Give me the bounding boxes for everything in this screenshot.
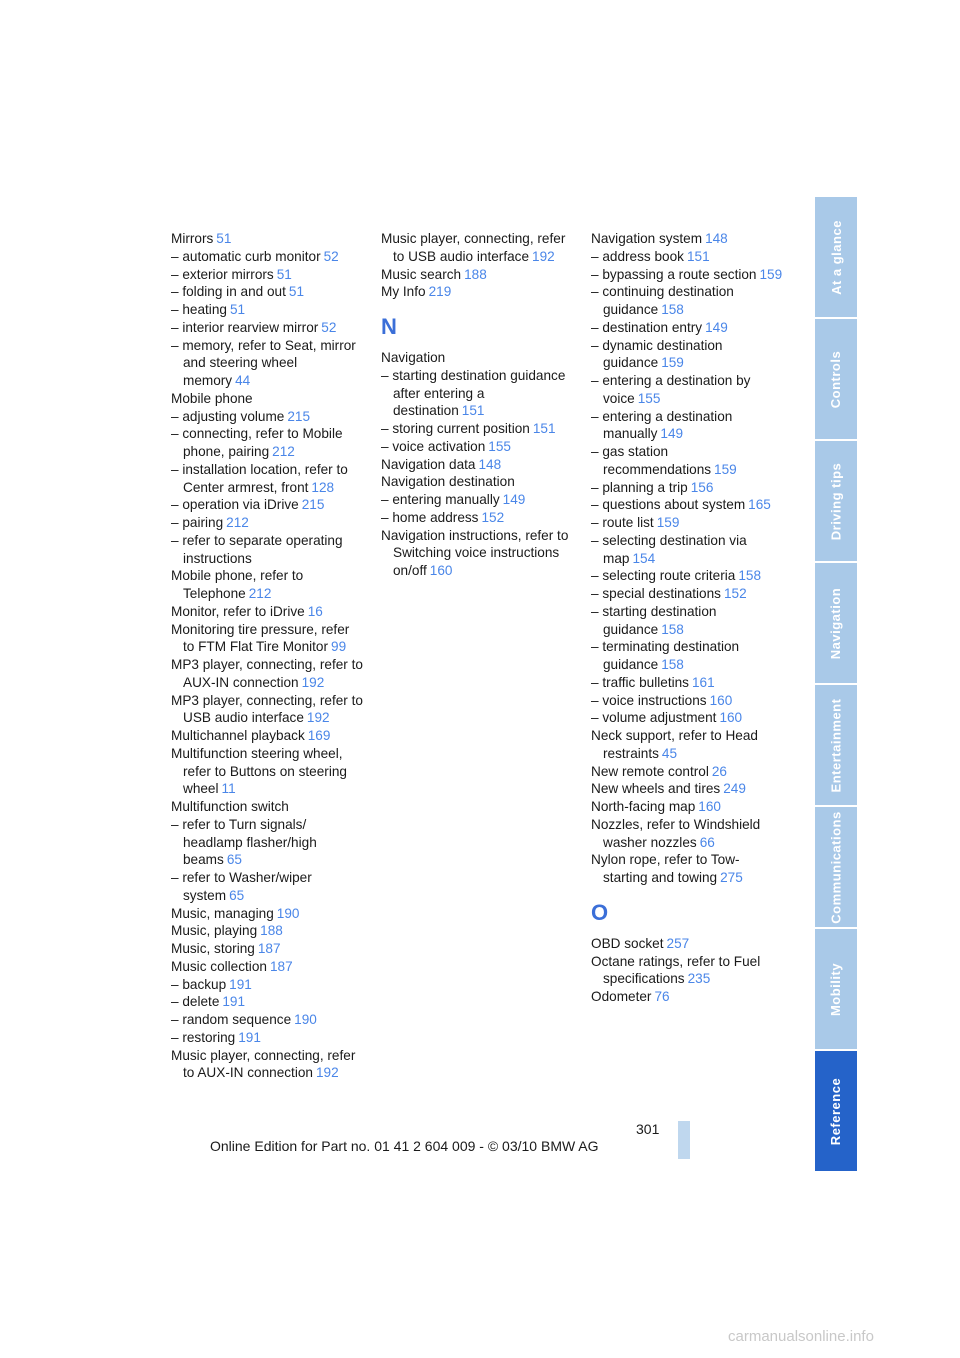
section-tab-label: Controls [828, 350, 844, 408]
section-tab[interactable] [815, 563, 857, 683]
index-entry-text: – restoring [171, 1029, 236, 1045]
index-entry-text: – entering manually [381, 492, 500, 507]
index-entry-text: Music player, connecting, refer to AUX-IN connection [171, 1047, 356, 1081]
index-entry [381, 473, 573, 491]
section-tab-label: Driving tips [828, 462, 844, 540]
index-entry-text: – traffic bulletins [591, 674, 689, 690]
index-column-1 [171, 230, 363, 1082]
page-reference-link[interactable]: 149 [660, 426, 684, 442]
index-letter-heading: N [381, 314, 397, 339]
page-reference-link[interactable]: 257 [666, 935, 690, 951]
page-reference-link[interactable]: 159 [661, 355, 684, 371]
page-reference-link[interactable]: 192 [301, 674, 325, 690]
index-entry-text: – interior rearview mirror [171, 319, 319, 335]
page-reference-link[interactable]: 151 [532, 421, 556, 436]
index-entry-text: – route list [591, 515, 654, 530]
index-entry-text: – memory, refer to Seat, mirror and steering wheel memory [171, 337, 356, 388]
index-entry-text: Octane ratings, refer to Fuel specifications [591, 953, 761, 987]
page-reference-link[interactable]: 158 [661, 621, 684, 637]
page-reference-link[interactable]: 148 [478, 456, 502, 472]
page-reference-link[interactable]: 188 [464, 266, 487, 282]
index-entry [171, 976, 363, 994]
index-column-2 [381, 230, 573, 580]
index-entry [171, 319, 363, 337]
index-entry-text: Nylon rope, refer to Tow-starting and towing [591, 852, 740, 885]
page-reference-link[interactable]: 160 [429, 563, 453, 578]
page-reference-link[interactable]: 26 [711, 763, 727, 779]
index-entry [171, 905, 363, 923]
index-entry [591, 443, 783, 479]
index-entry [171, 816, 363, 869]
index-entry [171, 993, 363, 1011]
page-reference-link[interactable]: 45 [661, 745, 678, 761]
index-entry-text: MP3 player, connecting, refer to USB audio interface [171, 692, 363, 726]
index-entry-text: North-facing map [591, 799, 696, 814]
index-entry-text: – adjusting volume [171, 408, 285, 424]
index-entry [591, 514, 783, 532]
page-reference-link[interactable]: 44 [235, 373, 251, 388]
page-reference-link[interactable]: 190 [294, 1012, 317, 1027]
page-reference-link[interactable]: 76 [654, 989, 670, 1004]
index-entry-text: – refer to Washer/wiper system [171, 870, 312, 903]
index-entry [171, 727, 363, 745]
index-letter-heading: O [591, 899, 609, 925]
index-entry [591, 567, 783, 585]
index-entry [381, 438, 573, 456]
index-entry-text: Music, managing [171, 905, 274, 921]
index-entry-text: Navigation [381, 350, 446, 365]
index-entry-text: MP3 player, connecting, refer to AUX-IN connection [171, 657, 363, 690]
index-entry [591, 408, 783, 444]
index-entry [591, 763, 783, 781]
section-tab[interactable] [815, 807, 857, 927]
footer-edition-note: Online Edition for Part no. 01 41 2 604 009 - © 03/10 BMW AG [210, 1138, 599, 1154]
page-reference-link[interactable]: 192 [532, 248, 555, 264]
index-entry-text: Music search [381, 266, 462, 282]
page-reference-link[interactable]: 212 [248, 586, 272, 601]
page-reference-link[interactable]: 235 [687, 971, 711, 987]
index-entry-text: Mobile phone [171, 390, 253, 406]
index-entry [381, 266, 573, 284]
index-entry [591, 532, 783, 568]
index-entry [171, 621, 363, 657]
index-entry-text: – destination entry [591, 319, 703, 335]
page-reference-link[interactable]: 52 [323, 248, 339, 264]
index-entry [171, 230, 363, 248]
index-entry [591, 230, 783, 248]
index-entry-text: – selecting destination via map [591, 532, 747, 566]
page-reference-link[interactable]: 187 [257, 941, 281, 956]
page-reference-link[interactable]: 275 [720, 870, 743, 885]
index-entry-text: – gas station recommendations [591, 444, 712, 477]
index-entry [591, 727, 783, 763]
index-entry [171, 514, 363, 532]
page-reference-link[interactable]: 160 [719, 710, 743, 726]
index-entry [171, 940, 363, 958]
page-reference-link[interactable]: 191 [222, 994, 246, 1010]
index-entry-text: Mirrors [171, 231, 214, 246]
page-reference-link[interactable]: 149 [705, 319, 728, 335]
index-entry-text: – selecting route criteria [591, 568, 736, 584]
index-entry [591, 816, 783, 852]
index-entry-text: Odometer [591, 989, 652, 1004]
page-reference-link[interactable]: 192 [315, 1065, 339, 1081]
page-reference-link[interactable]: 151 [686, 248, 710, 264]
page-reference-link[interactable]: 66 [699, 834, 715, 850]
index-entry [591, 674, 783, 692]
index-entry [591, 585, 783, 603]
index-entry [171, 922, 363, 940]
index-entry [591, 248, 783, 266]
index-entry-text: – refer to separate operating instructions [171, 532, 343, 566]
index-entry [381, 420, 573, 438]
index-entry [591, 496, 783, 514]
page-reference-link[interactable]: 148 [705, 231, 728, 246]
index-entry [171, 390, 363, 408]
index-entry [591, 319, 783, 337]
page-reference-link[interactable]: 128 [311, 479, 335, 495]
index-entry [591, 709, 783, 727]
index-entry [591, 337, 783, 373]
section-tab[interactable] [815, 319, 857, 439]
index-entry [171, 745, 363, 798]
index-entry-text: Music, playing [171, 923, 258, 939]
index-entry [171, 1011, 363, 1029]
index-entry-text: – starting destination guidance after entering a destination [381, 367, 566, 419]
page-reference-link[interactable]: 212 [272, 444, 295, 459]
index-entry [171, 408, 363, 426]
section-tab-label: Mobility [828, 962, 844, 1016]
page-reference-link[interactable]: 158 [661, 657, 684, 672]
index-entry [591, 283, 783, 319]
index-entry [171, 692, 363, 728]
index-entry [171, 248, 363, 266]
index-entry [171, 1047, 363, 1083]
index-entry [591, 798, 783, 816]
index-entry [381, 527, 573, 580]
page-reference-link[interactable]: 154 [632, 550, 656, 566]
section-tab-label: Reference [828, 1077, 844, 1145]
page-reference-link[interactable]: 219 [428, 284, 452, 300]
index-entry-text: – home address [381, 509, 479, 525]
page-reference-link[interactable]: 65 [229, 887, 245, 903]
index-entry [381, 283, 573, 301]
index-entry-text: – operation via iDrive [171, 497, 299, 513]
page-reference-link[interactable]: 16 [307, 603, 323, 619]
section-tab[interactable] [815, 929, 857, 1049]
page-reference-link[interactable]: 158 [661, 302, 684, 317]
page-reference-link[interactable]: 159 [714, 461, 737, 477]
section-tab[interactable] [815, 441, 857, 561]
section-tab-label: Entertainment [828, 698, 844, 792]
index-entry [171, 798, 363, 816]
index-entry [171, 567, 363, 603]
index-entry-text: – entering a destination manually [591, 408, 733, 442]
index-entry [171, 1029, 363, 1047]
page-reference-link[interactable]: 191 [238, 1029, 261, 1045]
index-entry-text: – refer to Turn signals/ headlamp flasher/high beams [171, 816, 317, 868]
index-entry [171, 496, 363, 514]
index-entry-text: Multichannel playback [171, 728, 305, 743]
index-entry [591, 266, 783, 284]
index-entry-text: – planning a trip [591, 479, 688, 495]
index-entry-text: – voice activation [381, 438, 486, 454]
index-entry [591, 603, 783, 639]
index-entry-text: New wheels and tires [591, 781, 721, 797]
index-entry [591, 479, 783, 497]
watermark: carmanualsonline.info [728, 1328, 874, 1345]
page-reference-link[interactable]: 192 [306, 710, 330, 726]
index-entry-text: Mobile phone, refer to Telephone [171, 568, 304, 601]
index-entry [381, 456, 573, 474]
index-entry [171, 425, 363, 461]
index-entry [591, 372, 783, 408]
section-tab[interactable] [815, 1051, 857, 1171]
index-entry-text: – entering a destination by voice [591, 373, 751, 406]
index-entry-text: – folding in and out [171, 284, 286, 300]
index-entry-text: – starting destination guidance [591, 603, 717, 637]
page-reference-link[interactable]: 159 [656, 515, 680, 530]
index-entry [171, 656, 363, 692]
page-reference-link[interactable]: 158 [738, 568, 762, 584]
index-entry-text: – dynamic destination guidance [591, 337, 723, 371]
page-reference-link[interactable]: 161 [691, 674, 715, 690]
index-entry [591, 780, 783, 798]
index-entry-text: New remote control [591, 763, 709, 779]
index-entry-text: Navigation data [381, 456, 476, 472]
index-entry-text: Monitor, refer to iDrive [171, 603, 305, 619]
index-entry-text: Navigation instructions, refer to Switching voice instructions on/off [381, 527, 569, 578]
page-reference-link[interactable]: 65 [226, 852, 242, 868]
section-tabs [815, 197, 857, 1173]
index-entry-text: – backup [171, 976, 227, 992]
page-reference-link[interactable]: 188 [260, 923, 283, 939]
index-entry [381, 230, 573, 266]
index-entry-text: Nozzles, refer to Windshield washer nozzles [591, 816, 761, 850]
page-reference-link[interactable]: 156 [690, 479, 714, 495]
index-entry [171, 532, 363, 568]
page-reference-link[interactable]: 215 [301, 497, 325, 513]
page-reference-link[interactable]: 160 [698, 799, 721, 814]
index-entry-text: Neck support, refer to Head restraints [591, 728, 758, 761]
section-tab-label: Communications [828, 810, 844, 924]
page-reference-link[interactable]: 169 [307, 728, 331, 743]
index-entry-text: – terminating destination guidance [591, 639, 740, 672]
index-entry-text: Navigation system [591, 231, 703, 246]
page-reference-link[interactable]: 51 [216, 231, 232, 246]
index-entry-text: Multifunction steering wheel, refer to Buttons on steering wheel [171, 745, 347, 797]
index-entry [171, 337, 363, 390]
index-entry-text: OBD socket [591, 935, 664, 951]
index-entry-text: Monitoring tire pressure, refer to FTM Flat Tire Monitor [171, 621, 350, 655]
index-entry-text: – bypassing a route section [591, 266, 757, 282]
index-entry-text: – delete [171, 994, 220, 1010]
page-reference-link[interactable]: 187 [269, 958, 293, 974]
page-reference-link[interactable]: 165 [748, 497, 771, 513]
index-entry [381, 349, 573, 367]
index-entry-text: – random sequence [171, 1012, 292, 1027]
page-marker-bar [678, 1121, 690, 1159]
index-entry-text: Navigation destination [381, 474, 515, 490]
index-entry-text: – questions about system [591, 497, 746, 513]
index-entry [591, 953, 783, 989]
index-entry-text: – connecting, refer to Mobile phone, pairing [171, 426, 343, 459]
page-reference-link[interactable]: 155 [637, 390, 661, 406]
page-reference-link[interactable]: 99 [331, 639, 347, 655]
page-reference-link[interactable]: 191 [229, 976, 252, 992]
page-reference-link[interactable]: 155 [488, 438, 511, 454]
index-entry-text: – installation location, refer to Center armrest, front [171, 461, 348, 495]
page-reference-link[interactable]: 152 [481, 509, 505, 525]
index-entry [381, 491, 573, 509]
index-entry [171, 301, 363, 319]
page-reference-link[interactable]: 11 [221, 781, 236, 797]
page-reference-link[interactable]: 159 [759, 266, 783, 282]
index-entry [381, 367, 573, 420]
section-tab-label: Navigation [828, 587, 844, 659]
page-reference-link[interactable]: 249 [723, 781, 746, 797]
index-entry [171, 958, 363, 976]
index-entry-text: Music, storing [171, 941, 255, 956]
index-entry [171, 869, 363, 905]
page-reference-link[interactable]: 149 [502, 492, 526, 507]
section-tab[interactable] [815, 685, 857, 805]
index-entry-text: – continuing destination guidance [591, 284, 734, 317]
index-entry-text: – storing current position [381, 421, 530, 436]
index-entry-text: – address book [591, 248, 684, 264]
index-entry-text: Music player, connecting, refer to USB audio interface [381, 231, 566, 264]
index-entry-text: My Info [381, 284, 426, 300]
index-entry-text: – exterior mirrors [171, 266, 274, 282]
index-entry-text: Multifunction switch [171, 799, 289, 814]
index-entry-text: Music collection [171, 958, 267, 974]
section-tab-label: At a glance [828, 219, 844, 295]
page-reference-link[interactable]: 52 [321, 319, 337, 335]
index-entry-text: – voice instructions [591, 692, 707, 708]
page-reference-link[interactable]: 212 [226, 515, 249, 530]
index-column-3 [591, 230, 783, 1006]
index-entry [171, 461, 363, 497]
page-reference-link[interactable]: 51 [276, 266, 292, 282]
page-number: 301 [636, 1121, 660, 1137]
index-entry [381, 509, 573, 527]
index-entry [591, 692, 783, 710]
index-entry [171, 266, 363, 284]
index-entry [171, 603, 363, 621]
section-tab[interactable] [815, 197, 857, 317]
index-entry-text: – volume adjustment [591, 710, 717, 726]
index-entry [591, 988, 783, 1006]
index-entry [591, 638, 783, 674]
index-entry [591, 851, 783, 887]
index-entry-text: – heating [171, 302, 227, 317]
page-reference-link[interactable]: 215 [287, 408, 311, 424]
index-entry-text: – pairing [171, 515, 224, 530]
page-reference-link[interactable]: 51 [288, 284, 305, 300]
index-entry [591, 935, 783, 953]
index-entry-text: – special destinations [591, 586, 721, 601]
page-reference-link[interactable]: 190 [276, 905, 300, 921]
page-reference-link[interactable]: 160 [709, 692, 733, 708]
page-reference-link[interactable]: 51 [229, 302, 246, 317]
page-reference-link[interactable]: 152 [723, 586, 747, 601]
index-entry [171, 283, 363, 301]
page-reference-link[interactable]: 151 [461, 403, 485, 419]
index-entry-text: – automatic curb monitor [171, 248, 321, 264]
